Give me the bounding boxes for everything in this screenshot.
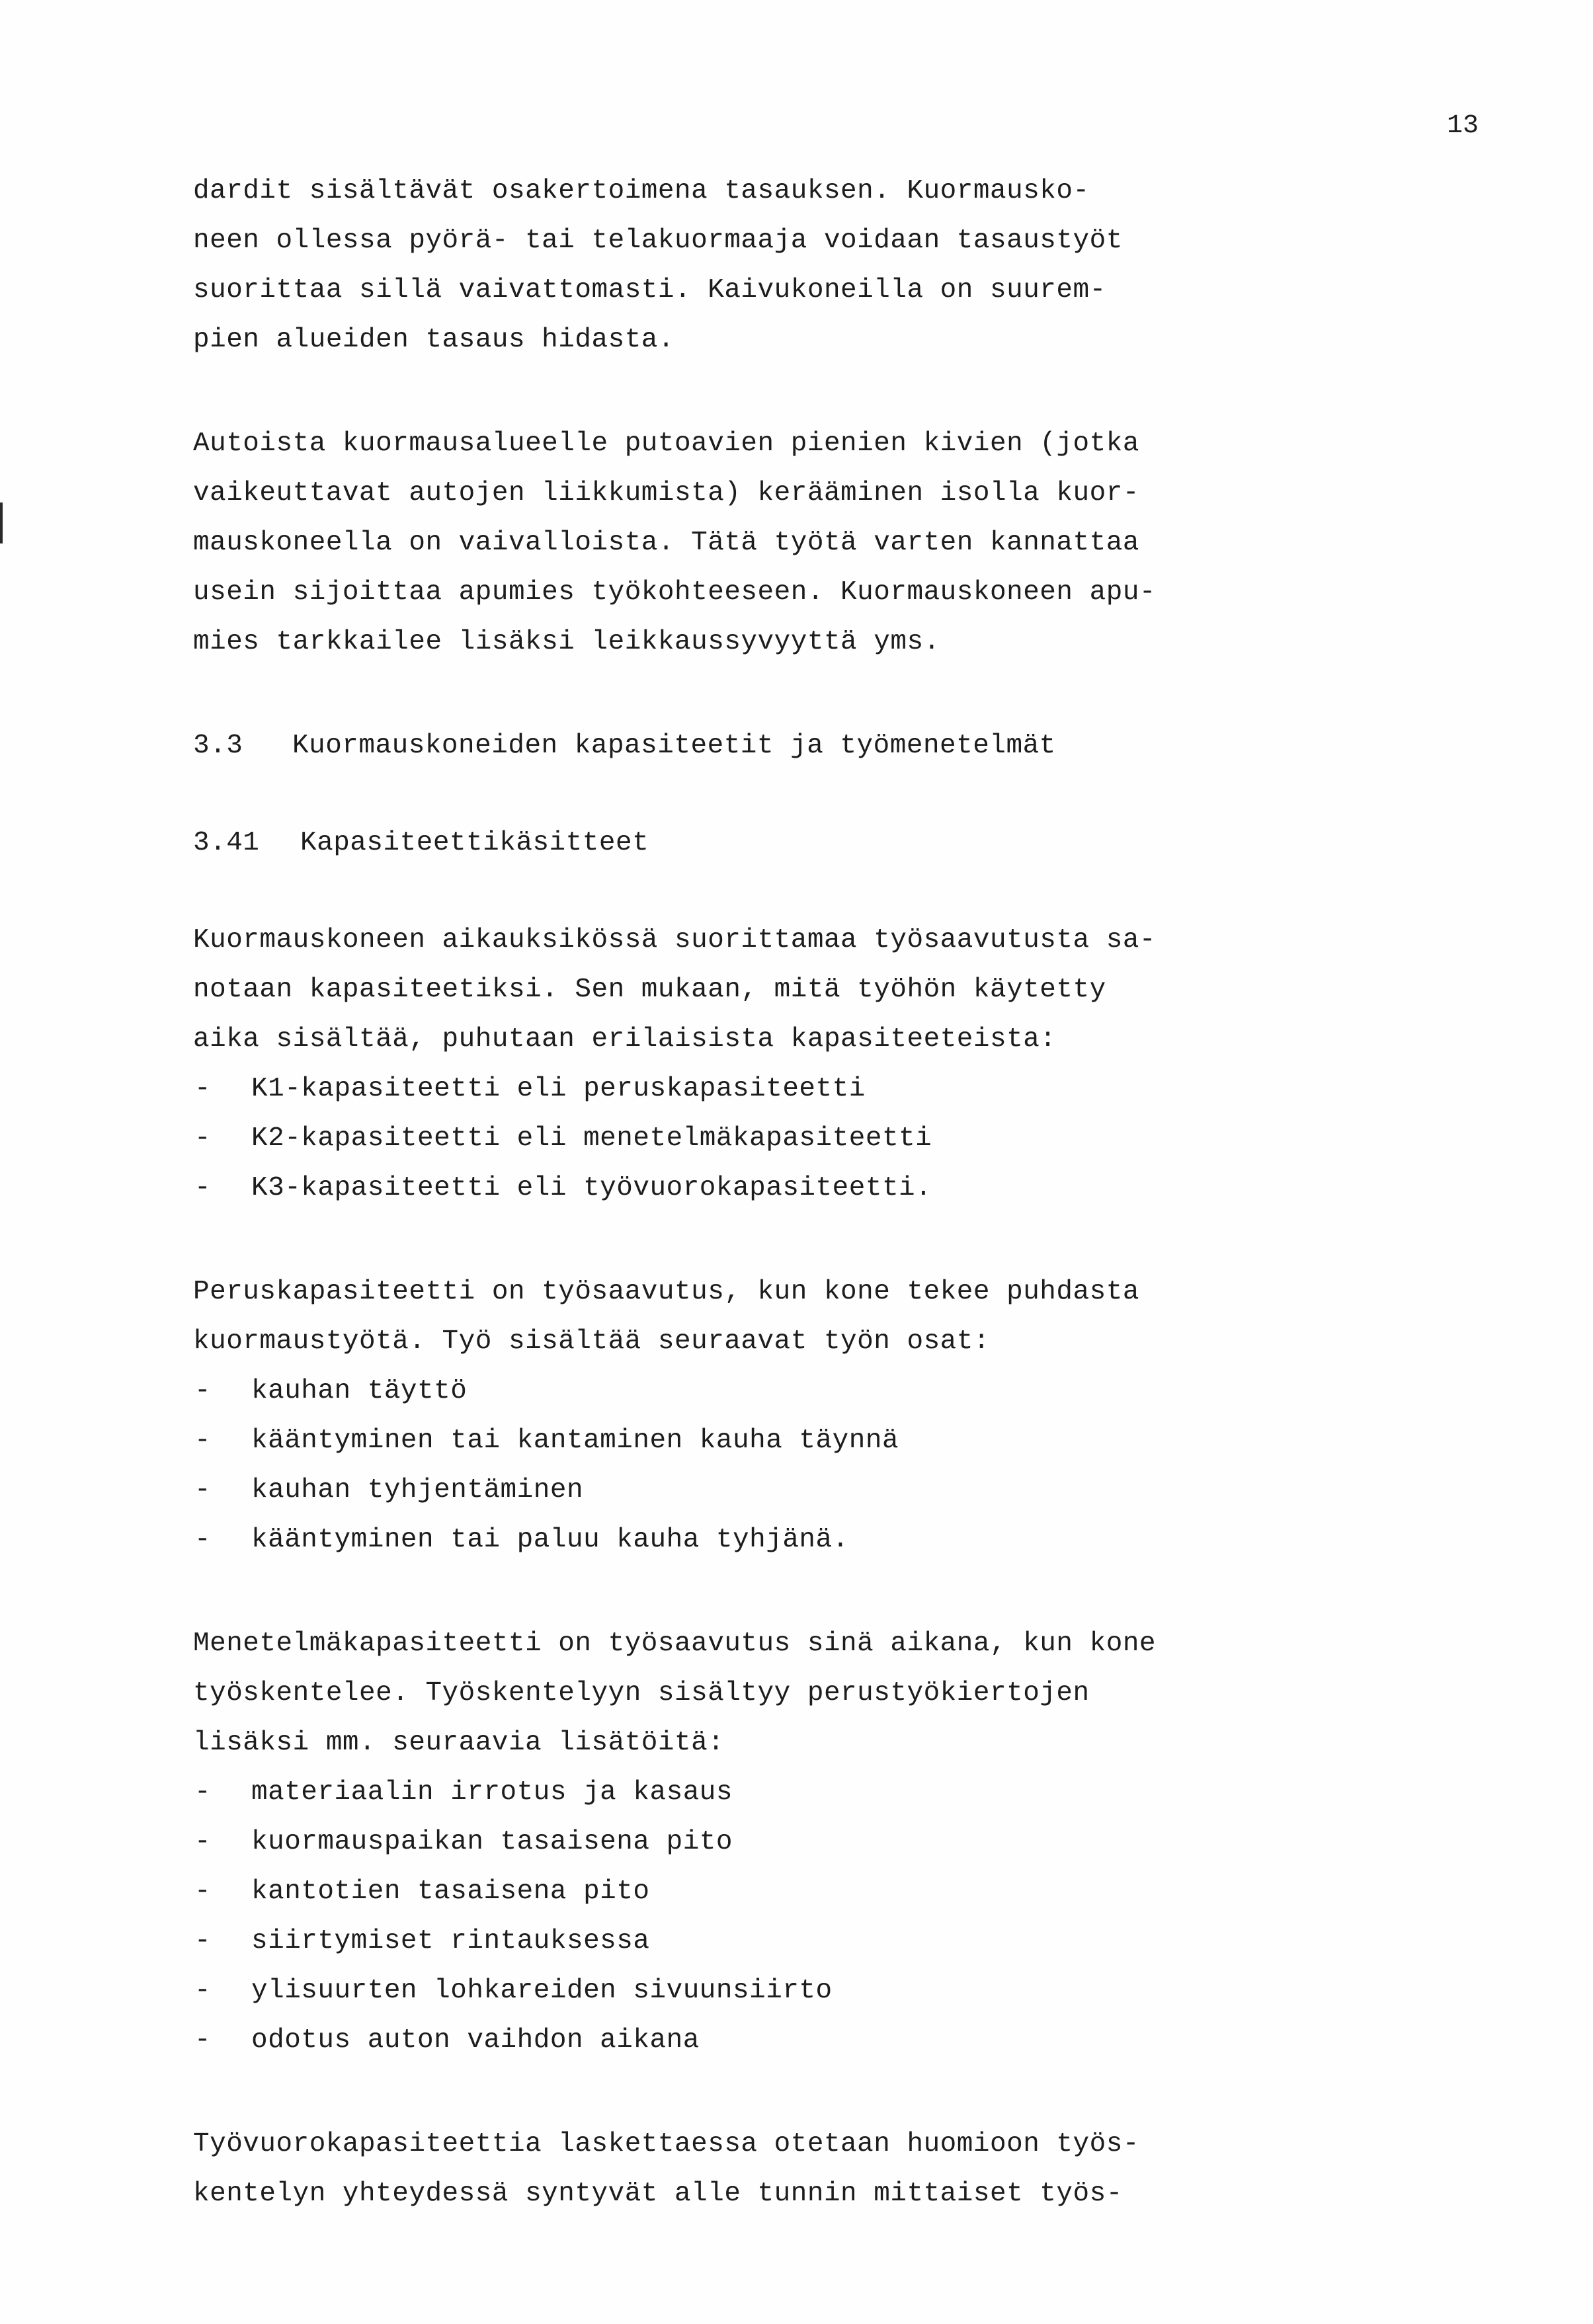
text-line: Autoista kuormausalueelle putoavien pienien kivien (jotka — [193, 428, 1139, 459]
list-item: - odotus auton vaihdon aikana — [193, 2016, 1370, 2065]
list-item: - siirtymiset rintauksessa — [193, 1917, 1370, 1966]
dash-bullet: - — [194, 1173, 212, 1203]
list-item: - kääntyminen tai paluu kauha tyhjänä. — [193, 1515, 1370, 1565]
dash-bullet: - — [194, 1425, 212, 1456]
paragraph-3 — [193, 916, 1370, 1064]
margin-mark — [0, 502, 3, 543]
text-line: työskentelee. Työskentelyyn sisältyy perustyökiertojen — [193, 1678, 1090, 1708]
section-number: 3.41 — [193, 828, 260, 858]
work-phases-list — [193, 1367, 1370, 1565]
list-item: - K2-kapasiteetti eli menetelmäkapasiteetti — [193, 1114, 1370, 1164]
text-line: neen ollessa pyörä- tai telakuormaaja voidaan tasaustyöt — [193, 225, 1123, 256]
section-heading-3-3 — [193, 721, 1370, 771]
text-line: kuormaustyötä. Työ sisältää seuraavat työn osat: — [193, 1326, 990, 1357]
section-title: Kuormauskoneiden kapasiteetit ja työmenetelmät — [292, 731, 1056, 761]
paragraph-1 — [193, 167, 1370, 365]
text-line: vaikeuttavat autojen liikkumista) kerääminen isolla kuor- — [193, 478, 1139, 508]
dash-bullet: - — [194, 1074, 212, 1104]
section-number: 3.3 — [193, 731, 243, 761]
paragraph-4 — [193, 1267, 1370, 1367]
section-title: Kapasiteettikäsitteet — [300, 828, 649, 858]
text-line: Kuormauskoneen aikauksikössä suorittamaa työsaavutusta sa- — [193, 925, 1157, 955]
text-line: notaan kapasiteetiksi. Sen mukaan, mitä työhön käytetty — [193, 975, 1106, 1005]
dash-bullet: - — [194, 1827, 212, 1857]
dash-bullet: - — [194, 1475, 212, 1505]
list-item: - materiaalin irrotus ja kasaus — [193, 1768, 1370, 1818]
page-content — [193, 167, 1370, 2219]
text-line: Peruskapasiteetti on työsaavutus, kun kone tekee puhdasta — [193, 1277, 1139, 1307]
capacity-types-list — [193, 1064, 1370, 1213]
text-line: aika sisältää, puhutaan erilaisista kapasiteeteista: — [193, 1024, 1057, 1055]
text-line: mauskoneella on vaivalloista. Tätä työtä varten kannattaa — [193, 528, 1139, 558]
dash-bullet: - — [194, 1926, 212, 1956]
dash-bullet: - — [194, 1525, 212, 1555]
paragraph-6 — [193, 2120, 1370, 2219]
dash-bullet: - — [194, 2025, 212, 2056]
text-line: usein sijoittaa apumies työkohteeseen. Kuormauskoneen apu- — [193, 577, 1157, 608]
list-item: - kääntyminen tai kantaminen kauha täynnä — [193, 1416, 1370, 1466]
text-line: Menetelmäkapasiteetti on työsaavutus sinä aikana, kun kone — [193, 1628, 1157, 1659]
text-line: dardit sisältävät osakertoimena tasauksen. Kuormausko- — [193, 176, 1090, 206]
text-line: kentelyn yhteydessä syntyvät alle tunnin mittaiset työs- — [193, 2179, 1123, 2209]
dash-bullet: - — [194, 1376, 212, 1406]
text-line: Työvuorokapasiteettia laskettaessa otetaan huomioon työs- — [193, 2129, 1139, 2159]
dash-bullet: - — [194, 1777, 212, 1808]
list-item: - kauhan tyhjentäminen — [193, 1466, 1370, 1515]
list-item: - K3-kapasiteetti eli työvuorokapasiteetti. — [193, 1164, 1370, 1213]
list-item: - kantotien tasaisena pito — [193, 1867, 1370, 1917]
additional-tasks-list — [193, 1768, 1370, 2065]
list-item: - K1-kapasiteetti eli peruskapasiteetti — [193, 1064, 1370, 1114]
dash-bullet: - — [194, 1876, 212, 1907]
dash-bullet: - — [194, 1123, 212, 1154]
dash-bullet: - — [194, 1976, 212, 2006]
text-line: suorittaa sillä vaivattomasti. Kaivukoneilla on suurem- — [193, 275, 1106, 305]
text-line: pien alueiden tasaus hidasta. — [193, 325, 675, 355]
paragraph-5 — [193, 1619, 1370, 1768]
paragraph-2 — [193, 419, 1370, 667]
list-item: - ylisuurten lohkareiden sivuunsiirto — [193, 1966, 1370, 2016]
section-heading-3-41 — [193, 819, 1370, 868]
page-number: 13 — [1447, 111, 1479, 141]
list-item: - kauhan täyttö — [193, 1367, 1370, 1416]
text-line: mies tarkkailee lisäksi leikkaussyvyyttä yms. — [193, 627, 940, 657]
list-item: - kuormauspaikan tasaisena pito — [193, 1818, 1370, 1867]
text-line: lisäksi mm. seuraavia lisätöitä: — [193, 1728, 725, 1758]
